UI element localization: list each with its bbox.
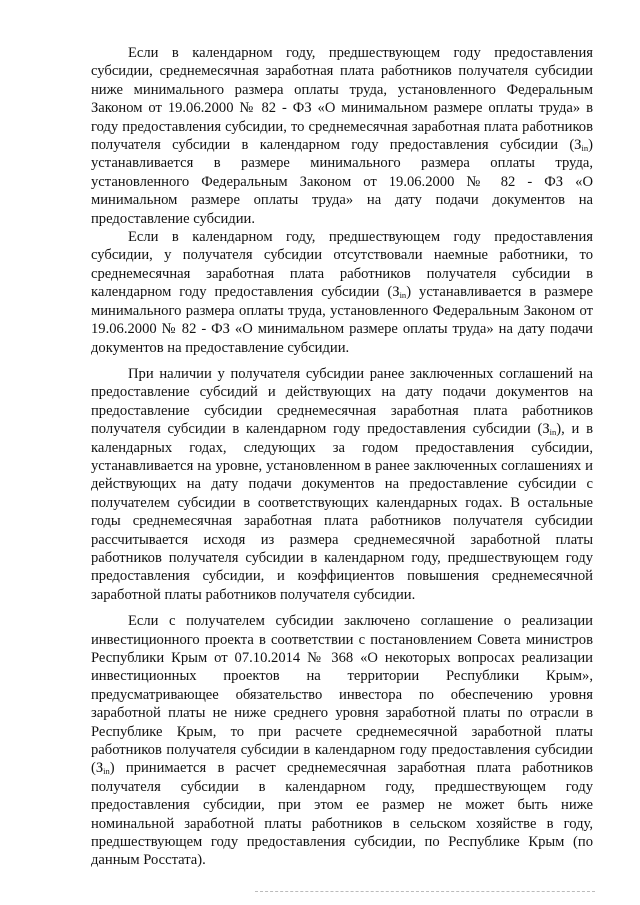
paragraph-text: Если с получателем субсидии заключено соглашение о реализации инвестиционного проекта в соответствии с постановлением Совета министров Республики Крым от 07.10.2014 № 368 «О некоторых вопросах реализации инвестиционных проектов на территории Республики Крым», предусматривающее обязательство инвестора по обеспечению уровня заработной платы не ниже среднего уровня заработной платы по отрасли в Республике Крым, то при расчете среднемесячной заработной платы работников получателя субсидии в календарном году предоставления субсидии (З [91,613,593,777]
paragraph-investment-project-rule [91,612,593,870]
paragraph-text: ) устанавливается в размере минимального размера оплаты труда, установленного Федеральным Законом от 19.06.2000 № 82 - ФЗ «О минимальном размере оплаты труда» на дату подачи документов на предоставление субсидии. [91,284,593,356]
paragraph-text: ) принимается в расчет среднемесячная заработная плата работников получателя субсидии в календарном году, предшествующем году предоставления субсидии, при этом ее размер не может быть ниже номинальной заработной платы работников в сельском хозяйстве в году, предшествующем году предоставления субсидии, по Республике Крым (по данным Росстата). [91,760,593,869]
paragraph-text: Если в календарном году, предшествующем году предоставления субсидии, среднемесячная заработная плата работников получателя субсидии ниже минимального размера оплаты труда, установленного Федеральным Законом от 19.06.2000 № 82 - ФЗ «О минимальном размере оплаты труда» в году предоставления субсидии, то среднемесячная заработная плата работников получателя субсидии в календарном году предоставления субсидии (З [91,45,593,154]
subscript-index: in [399,290,407,301]
scan-artifact-line [255,891,595,893]
subscript-index: in [103,766,110,777]
subscript-index: in [549,427,557,438]
paragraph-no-employees-rule [91,228,593,357]
paragraph-text: Если в календарном году, предшествующем году предоставления субсидии, у получателя субсидии отсутствовали наемные работники, то среднемесячная заработная плата работников получателя субсидии в календарном году предоставления субсидии (З [91,229,593,301]
paragraph-min-wage-rule [91,44,593,228]
paragraph-text: ) устанавливается в размере минимального размера оплаты труда, установленного Федеральным Законом от 19.06.2000 № 82 - ФЗ «О минимальном размере оплаты труда» на дату подачи документов на предоставление субсидии. [91,137,593,227]
paragraph-text: ), и в календарных годах, следующих за годом предоставления субсидии, устанавливается на уровне, установленном в ранее заключенных соглашениях и действующих на дату подачи документов на предоставление субсидии с получателем субсидии в соответствующих календарных годах. В остальные годы среднемесячная заработная плата работников получателя субсидии рассчитывается исходя из размера среднемесячной заработной платы работников получателя субсидии в календарном году, предшествующем году предоставления субсидии, и коэффициентов повышения среднемесячной заработной платы работников получателя субсидии. [91,421,593,603]
document-body [91,44,593,870]
paragraph-prior-agreements-rule [91,365,593,604]
paragraph-text: При наличии у получателя субсидии ранее заключенных соглашений на предоставление субсидий и действующих на дату подачи документов на предоставление субсидии среднемесячная заработная плата работников получателя субсидии в календарном году предоставления субсидии (З [91,365,593,438]
subscript-index: in [581,143,589,154]
